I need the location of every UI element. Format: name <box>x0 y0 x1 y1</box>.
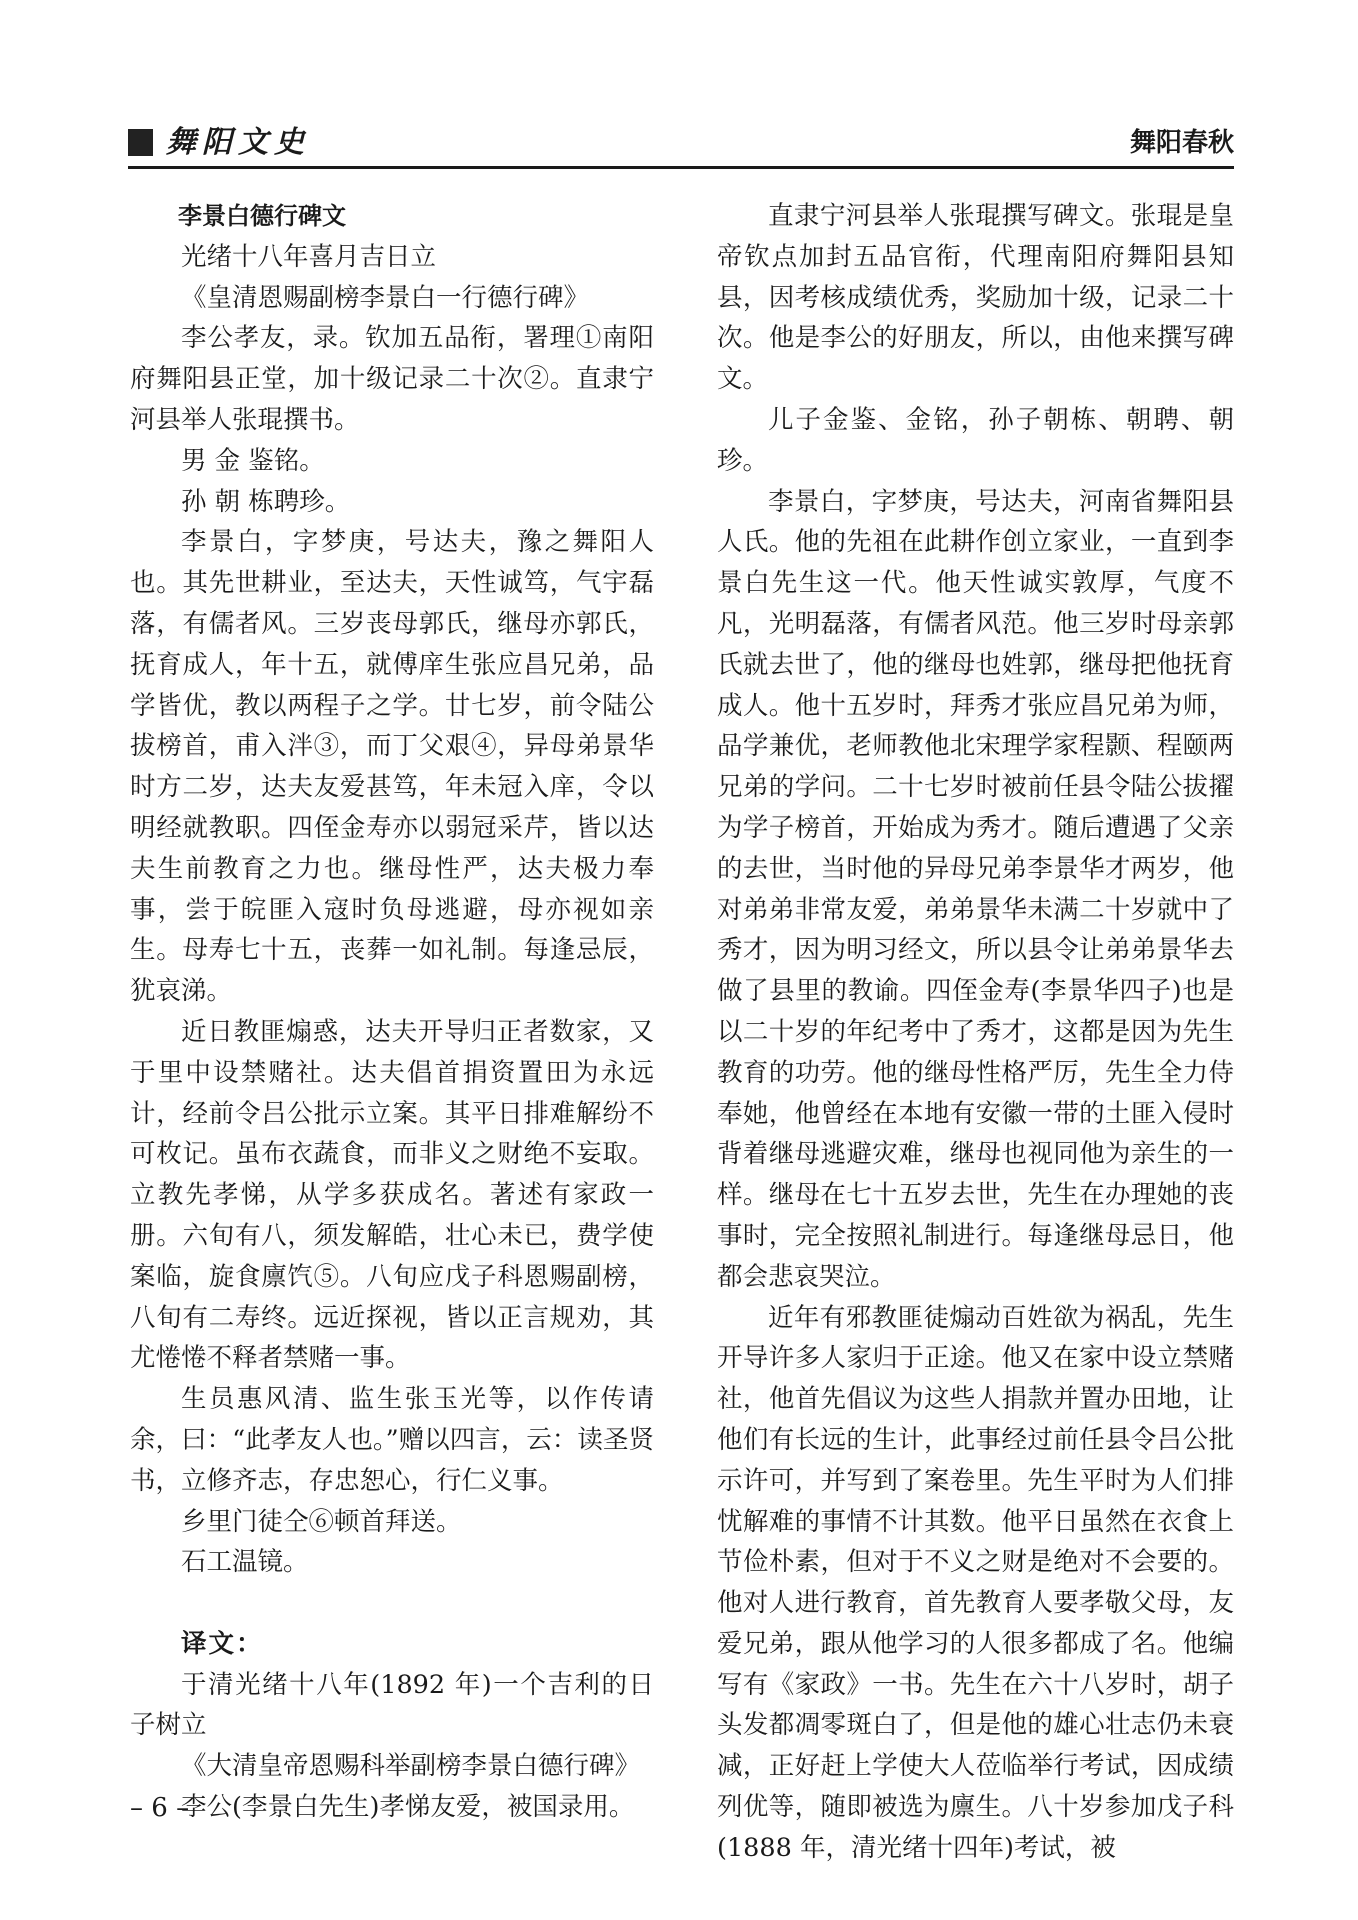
header-rule <box>128 166 1234 169</box>
translation-heading: 译文： <box>181 1628 264 1659</box>
paragraph: 李公(李景白先生)孝悌友爱，被国录用。 <box>181 1792 635 1823</box>
stonemason-line: 石工温镜。 <box>181 1547 309 1578</box>
dedication-line: 乡里门徒仝⑥顿首拜送。 <box>181 1506 462 1537</box>
stele-title: 李景白德行碑文 <box>178 202 346 230</box>
right-column <box>717 196 1234 1869</box>
paragraph: 李景白，字梦庚，号达夫，河南省舞阳县人氏。他的先祖在此耕作创立家业，一直到李景白先生这一代。他天性诚实敦厚，气度不凡，光明磊落，有儒者风范。他三岁时母亲郭氏就去世了，他的继母也姓郭，继母把他抚育成人。他十五岁时，拜秀才张应昌兄弟为师，品学兼优，老师教他北宋理学家程颢、程颐两兄弟的学问。二十七岁时被前任县令陆公拔擢为学子榜首，开始成为秀才。随后遭遇了父亲的去世，当时他的异母兄弟李景华才两岁，他对弟弟非常友爱，弟弟景华未满二十岁就中了秀才，因为明习经文，所以县令让弟弟景华去做了县里的教谕。四侄金寿(李景华四子)也是以二十岁的年纪考中了秀才，这都是因为先生教育的功劳。他的继母性格严厉，先生全力侍奉她，他曾经在本地有安徽一带的土匪入侵时背着继母逃避灾难，继母也视同他为亲生的一样。继母在七十五岁去世，先生在办理她的丧事时，完全按照礼制进行。每逢继母忌日，他都会悲哀哭泣。 <box>717 486 1234 1292</box>
paragraph: 直隶宁河县举人张琨撰写碑文。张琨是皇帝钦点加封五品官衔，代理南阳府舞阳县知县，因考核成绩优秀，奖励加十级，记录二十次。他是李公的好朋友，所以，由他来撰写碑文。 <box>717 201 1234 395</box>
paragraph: 近年有邪教匪徒煽动百姓欲为祸乱，先生开导许多人家归于正途。他又在家中设立禁赌社，他首先倡议为这些人捐款并置办田地，让他们有长远的生计，此事经过前任县令吕公批示许可，并写到了案卷里。先生平时为人们排忧解难的事情不计其数。他平日虽然在衣食上节俭朴素，但对于不义之财是绝对不会要的。他对人进行教育，首先教育人要孝敬父母，友爱兄弟，跟从他学习的人很多都成了名。他编写有《家政》一书。先生在六十八岁时，胡子头发都凋零斑白了，但是他的雄心壮志仍未衰减，正好赶上学使大人莅临举行考试，因成绩列优等，随即被选为廪生。八十岁参加戊子科(1888 年，清光绪十四年)考试，被 <box>717 1302 1234 1863</box>
sons-line: 男 金 鉴铭。 <box>181 445 325 476</box>
grandsons-line: 孙 朝 栋聘珍。 <box>181 486 351 517</box>
paragraph: 李公孝友，录。钦加五品衔，署理①南阳府舞阳县正堂，加十级记录二十次②。直隶宁河县举人张琨撰书。 <box>130 323 654 435</box>
paragraph: 儿子金鉴、金铭，孙子朝栋、朝聘、朝珍。 <box>717 404 1234 476</box>
left-column <box>130 196 654 1828</box>
header-square-mark <box>128 129 153 156</box>
stele-name-translated: 《大清皇帝恩赐科举副榜李景白德行碑》 <box>181 1751 641 1782</box>
journal-title: 舞阳文史 <box>166 125 310 160</box>
page-number: – 6 – <box>130 1793 190 1823</box>
paragraph: 近日教匪煽惑，达夫开导归正者数家，又于里中设禁赌社。达夫倡首捐资置田为永远计，经前令吕公批示立案。其平日排难解纷不可枚记。虽布衣蔬食，而非义之财绝不妄取。立教先孝悌，从学多获成名。著述有家政一册。六旬有八，须发解皓，壮心未已，费学使案临，旋食廪饩⑤。八旬应戊子科恩赐副榜，八旬有二寿终。远近探视，皆以正言规劝，其尤惓惓不释者禁赌一事。 <box>130 1016 654 1374</box>
stele-name: 《皇清恩赐副榜李景白一行德行碑》 <box>181 282 590 313</box>
paragraph: 生员惠风清、监生张玉光等，以作传请余，曰：“此孝友人也。”赠以四言，云：读圣贤书，立修齐志，存忠恕心，行仁义事。 <box>130 1384 654 1496</box>
section-title: 舞阳春秋 <box>1129 128 1234 158</box>
spacer <box>130 1583 654 1624</box>
paragraph: 于清光绪十八年(1892 年)一个吉利的日子树立 <box>130 1669 654 1741</box>
paragraph: 李景白，字梦庚，号达夫，豫之舞阳人也。其先世耕业，至达夫，天性诚笃，气宇磊落，有儒者风。三岁丧母郭氏，继母亦郭氏，抚育成人，年十五，就傅庠生张应昌兄弟，品学皆优，教以两程子之学。廿七岁，前令陆公拔榜首，甫入泮③，而丁父艰④，异母弟景华时方二岁，达夫友爱甚笃，年未冠入庠，令以明经就教职。四侄金寿亦以弱冠采芹，皆以达夫生前教育之力也。继母性严，达夫极力奉事，尝于皖匪入寇时负母逃避，母亦视如亲生。母寿七十五，丧葬一如礼制。每逢忌辰，犹哀涕。 <box>130 527 654 1007</box>
erection-date: 光绪十八年喜月吉日立 <box>181 241 437 272</box>
